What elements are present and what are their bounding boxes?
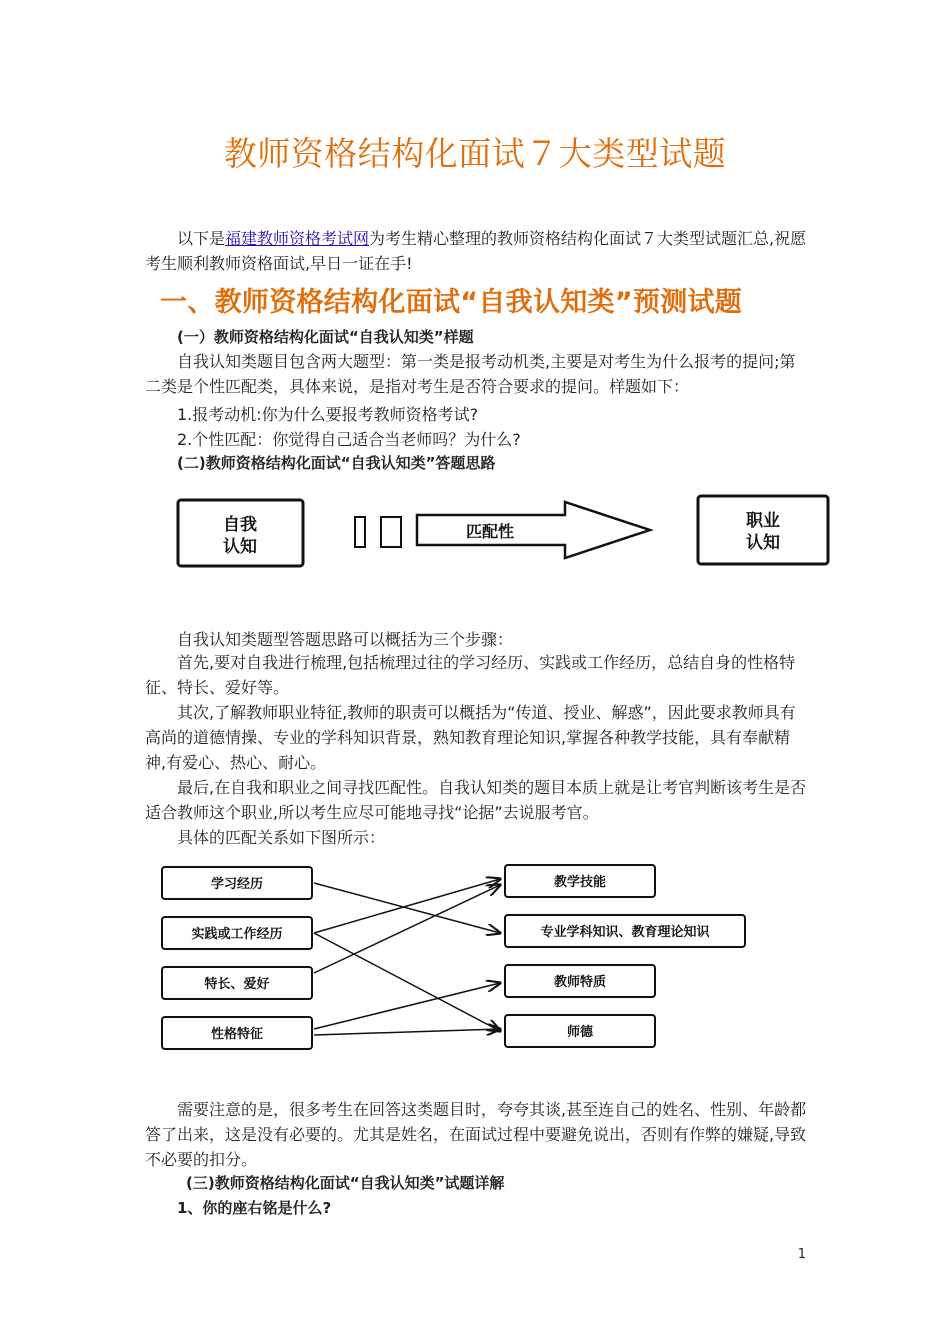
right-label-knowledge: 专业学科知识、教育理论知识 <box>540 925 710 940</box>
note-paragraph: 需要注意的是，很多考生在回答这类题目时，夸夸其谈,甚至连自己的姓名、性别、年龄都答了出来，这是没有必要的。尤其是姓名，在面试过程中要避免说出，否则有作弊的嫌疑,导致不必要的扣分。 <box>145 1100 807 1169</box>
sample-question-2: 2.个性匹配：你觉得自己适合当老师吗？为什么? <box>177 430 521 449</box>
samples-paragraph: 自我认知类题目包含两大题型：第一类是报考动机类,主要是对考生为什么报考的提问;第二类是个性匹配类，具体来说，是指对考生是否符合要求的提问。样题如下： <box>145 352 796 396</box>
sample-question-1: 1.报考动机:你为什么要报考教师资格考试? <box>177 405 479 424</box>
intro-paragraph <box>145 226 810 276</box>
site-link[interactable]: 福建教师资格考试网 <box>225 229 370 248</box>
right-label-ethics: 师德 <box>566 1025 594 1040</box>
matching-flow-diagram <box>170 490 840 575</box>
left-label-study: 学习经历 <box>210 877 264 892</box>
right-label-traits: 教师特质 <box>553 975 607 990</box>
intro-prefix: 以下是 <box>177 229 226 248</box>
steps-intro: 自我认知类题型答题思路可以概括为三个步骤： <box>177 630 514 649</box>
question-1: 1、你的座右铭是什么? <box>177 1199 332 1217</box>
arrow-practice-to-ethics <box>314 933 500 1031</box>
section-heading: 一、教师资格结构化面试“自我认知类”预测试题 <box>160 287 743 318</box>
intro-suffix: 为考生精心整理的教师资格结构化面试７大类型试题汇总,祝愿考生顺利教师资格面试,早日一证在手! <box>145 229 807 273</box>
career-cognition-line1: 职业 <box>746 511 780 531</box>
left-label-character: 性格特征 <box>210 1027 264 1042</box>
match-intro: 具体的匹配关系如下图所示： <box>177 828 386 847</box>
match-arrow-label: 匹配性 <box>465 522 515 541</box>
match-arrow <box>417 502 650 558</box>
left-label-practice: 实践或工作经历 <box>191 927 283 942</box>
right-label-teaching-skills: 教学技能 <box>553 875 607 890</box>
step-3-paragraph: 最后,在自我和职业之间寻找匹配性。自我认知类的题目本质上就是让考官判断该考生是否适合教师这个职业,所以考生应尽可能地寻找“论据”去说服考官。 <box>145 778 807 822</box>
matching-relationship-diagram <box>150 855 760 1060</box>
subheading-approach: (二)教师资格结构化面试“自我认知类”答题思路 <box>177 454 496 472</box>
step-2-paragraph: 其次,了解教师职业特征,教师的职责可以概括为“传道、授业、解惑”，因此要求教师具有高尚的道德情操、专业的学科知识背景，熟知教育理论知识,掌握各种教学技能，具有奉献精神,有爱心、热心、耐心。 <box>145 703 796 772</box>
subheading-samples: (一）教师资格结构化面试“自我认知类”样题 <box>177 328 474 346</box>
page-title: 教师资格结构化面试７大类型试题 <box>223 134 727 173</box>
subheading-details: (三)教师资格结构化面试“自我认知类”试题详解 <box>186 1174 505 1192</box>
arrow-character-to-ethics <box>314 1029 500 1035</box>
page-number: 1 <box>797 1247 806 1262</box>
career-cognition-line2: 认知 <box>746 533 780 553</box>
arrow-hobby-to-skills <box>314 885 500 973</box>
placeholder-box-1 <box>355 517 365 547</box>
placeholder-box-2 <box>381 517 401 547</box>
left-label-hobby: 特长、爱好 <box>204 977 270 992</box>
arrow-character-to-traits <box>314 983 500 1029</box>
step-1-paragraph: 首先,要对自我进行梳理,包括梳理过往的学习经历、实践或工作经历，总结自身的性格特征、特长、爱好等。 <box>145 653 796 697</box>
self-cognition-line1: 自我 <box>223 515 257 535</box>
self-cognition-line2: 认知 <box>223 537 257 557</box>
